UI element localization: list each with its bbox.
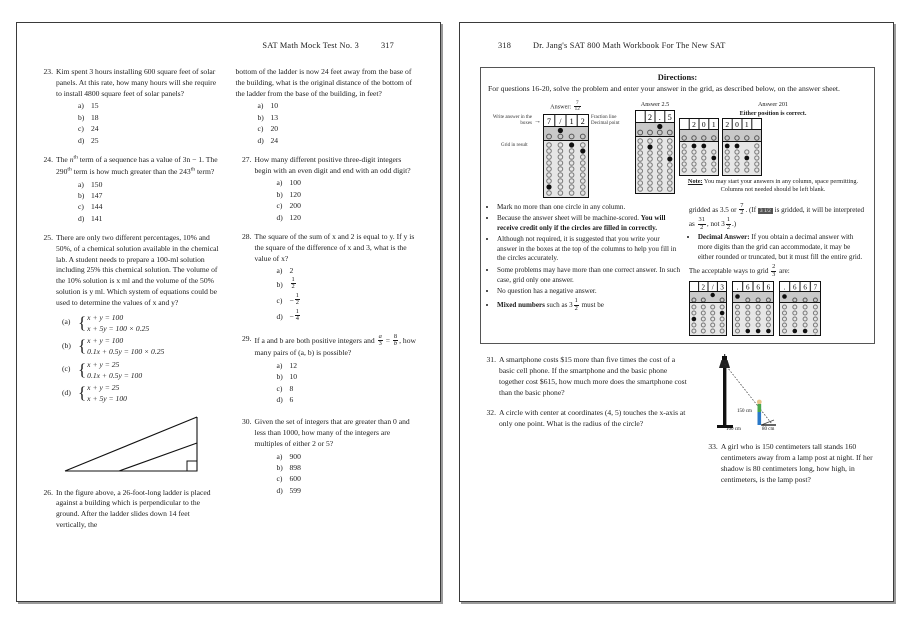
page-317 xyxy=(16,22,441,602)
choice-label: b) xyxy=(257,112,264,122)
question-text: There are only two different percentages, 10% and 50%, of a chemical solution available in the chemical lab. A student needs to prepare a 100-ml solution including 25% this chemical solution. The volume of the 10% solution is x ml and the volume of the 50% solution is y ml. Which system of equations could be used to determine the values of x and y? xyxy=(56,233,219,307)
choice-label: a) xyxy=(78,101,84,111)
bullet-item-decimal-answer: • Decimal Answer: If you obtain a decimal answer with more digits than the grid can accommodate, it may be either rounded or truncated, but it must fill the entire grid. xyxy=(698,233,867,262)
system-line: x + 5y = 100 xyxy=(87,394,127,404)
bullet-item: • Some problems may have more than one correct answer. In such case, grid only one answer. xyxy=(497,266,681,286)
choice-system[interactable]: { x + y = 25 0.1x + 0.5y = 100 xyxy=(78,359,143,380)
choice-value[interactable]: 2 xyxy=(289,266,294,276)
choice-label: d) xyxy=(78,135,85,145)
choice-value[interactable]: 120 xyxy=(289,189,301,199)
question-31 xyxy=(480,354,688,398)
bullet-item: • Because the answer sheet will be machine-scored. You will receive credit only if the circles are filled in correctly. xyxy=(497,214,681,234)
svg-text:2: 2 xyxy=(692,120,696,130)
question-33 xyxy=(702,441,875,485)
choice-value[interactable]: 120 xyxy=(289,212,301,222)
choice-value[interactable]: 147 xyxy=(91,190,103,200)
choice-label: b) xyxy=(276,372,283,382)
callout-decimal-point: Decimal point xyxy=(591,120,620,126)
choice xyxy=(277,360,421,371)
svg-text:1: 1 xyxy=(744,120,749,130)
choice-value[interactable]: 18 xyxy=(91,112,99,122)
svg-text:0: 0 xyxy=(735,120,739,130)
choice-value[interactable]: 24 xyxy=(270,135,279,145)
choice-label: d) xyxy=(257,135,264,145)
choice xyxy=(277,265,421,276)
choice xyxy=(258,100,421,111)
answer-grid-svg xyxy=(635,110,675,194)
system-line: x + y = 100 xyxy=(87,312,124,322)
header-page-number: 317 xyxy=(380,41,394,50)
choice xyxy=(62,359,222,381)
system-line: x + y = 25 xyxy=(87,359,120,369)
choice-label: a) xyxy=(276,266,283,276)
system-line: x + y = 25 xyxy=(87,383,120,393)
choice xyxy=(277,293,421,309)
choice-system[interactable]: { x + y = 25 x + 5y = 100 xyxy=(78,383,127,404)
choice-value[interactable]: 599 xyxy=(289,485,301,495)
svg-text:6: 6 xyxy=(766,283,770,292)
choice-value[interactable]: 8 xyxy=(289,383,294,393)
callout-grid-in: Grid in result xyxy=(501,142,528,148)
choice xyxy=(78,100,222,111)
choice-label: a) xyxy=(78,179,84,189)
choice xyxy=(62,312,222,334)
answer-choices xyxy=(255,177,421,223)
choice-value[interactable]: 900 xyxy=(289,451,301,461)
question-text: Kim spent 3 hours installing 600 square feet of solar panels. At this rate, how many hours will she require to install 4800 square feet of solar panels? xyxy=(56,67,217,98)
svg-text:.: . xyxy=(658,112,661,122)
choice xyxy=(277,277,421,293)
question-number: 24. xyxy=(43,154,53,164)
acceptable-grid-examples xyxy=(689,281,867,336)
bullet-item: • Mark no more than one circle in any column. xyxy=(497,203,681,213)
choice-value[interactable]: 150 xyxy=(91,179,103,189)
question-text: If a and b are both positive integers and $\frac{a}{3}$ = $\frac{8}{b}$ , how many pairs of (a, b) is possible? xyxy=(254,332,416,358)
svg-text:7: 7 xyxy=(813,283,817,292)
choice-value[interactable]: 20 xyxy=(270,124,279,134)
svg-text:1: 1 xyxy=(569,116,574,126)
svg-text:6: 6 xyxy=(745,283,750,292)
svg-text:7: 7 xyxy=(547,116,551,126)
answer-grid-svg-a xyxy=(679,118,719,176)
system-line: x + 5y = 100 × 0.25 xyxy=(87,323,150,333)
inline-fraction: $\frac{8}{b}$ xyxy=(393,332,398,348)
choice xyxy=(277,451,421,462)
choice-value[interactable]: 25 xyxy=(91,135,99,145)
callout-fraction-line: Fraction line xyxy=(591,114,617,120)
question-text: A smartphone costs $15 more than five times the cost of a basic cell phone. If the smartphone and the basic phone together cost $615, how much more does the smartphone cost than the basic phone? xyxy=(499,354,687,397)
grid-subcaption: Either position is correct. xyxy=(739,109,807,117)
choice xyxy=(258,135,421,146)
choice xyxy=(277,309,421,325)
bullet-item: • Although not required, it is suggested that you write your answer in the boxes at the top of the columns to help you fill in the circles accurately. xyxy=(497,235,681,264)
page-318-header xyxy=(480,41,875,53)
ladder-figure xyxy=(57,415,222,482)
svg-text:6: 6 xyxy=(792,283,797,292)
choice-label: a) xyxy=(257,101,264,111)
choice-label: (d) xyxy=(62,387,71,397)
choice xyxy=(62,335,222,357)
answer-grid-svg xyxy=(543,114,589,198)
directions-box xyxy=(480,67,875,344)
question-26-continuation xyxy=(236,67,421,146)
choice xyxy=(277,383,421,394)
system-line: x + y = 100 xyxy=(87,336,124,346)
choice-value[interactable]: 200 xyxy=(289,201,301,211)
question-number: 25. xyxy=(43,233,53,243)
choice-label: c) xyxy=(78,124,84,134)
question-number: 31. xyxy=(486,354,496,364)
bullets-right-column xyxy=(689,203,867,336)
figure-label-shadow: 80 cm xyxy=(761,426,775,430)
choice xyxy=(78,201,222,212)
grid-example-3[interactable] xyxy=(679,101,867,195)
question-text: The square of the sum of x and 2 is equal to y. If y is the square of the difference of x and 3, what is the value of x? xyxy=(254,232,415,263)
grid-note: Note: You may start your answers in any column, space permitting. Columns not needed should be left blank. xyxy=(687,178,859,194)
choice-label: (c) xyxy=(62,364,71,374)
svg-text:.: . xyxy=(783,283,786,292)
question-text: The $n^{th}$ term of a sequence has a value of 3n − 1. The 290th term is how much greater than the 243th term? xyxy=(56,154,218,176)
question-text: bottom of the ladder is now 24 feet away from the base of the building, what is the original distance of the bottom of the ladder from the base of the building, in feet? xyxy=(235,67,413,98)
question-27 xyxy=(236,155,421,223)
mixed-number-continuation: gridded as 3.5 or $\frac{7}{2}$ . (If 3 1/2 is gridded, it will be interpreted as $\frac{31}{2}$ , not 3 $\frac{1}{2}$ .) xyxy=(688,201,865,231)
choice xyxy=(277,485,421,496)
bullet-item-mixed-numbers: • Mixed numbers such as 3 $\frac{1}{2}$ must be xyxy=(497,298,681,312)
grid-example-2[interactable] xyxy=(635,101,675,199)
answer-choices xyxy=(255,265,421,324)
svg-text:6: 6 xyxy=(756,283,760,292)
choice-label: d) xyxy=(276,394,283,404)
grid-examples: Write answer in the boxes → Answer: $\frac{7}{12}$ 7 / 1 2 Grid in result Fraction line Decimal point Answer 2.5 2 . 5 Answer 201 Either position is correct. 2 0 1 2 0 1 Note: You may start your answers in any column, space permitting. Columns not needed should be left blank. xyxy=(488,101,867,199)
choice xyxy=(62,382,222,404)
choice-system[interactable]: { x + y = 100 x + 5y = 100 × 0.25 xyxy=(78,312,150,333)
question-text: A girl who is 150 centimeters tall stands 160 centimeters away from a lamp post at night. If her shadow is 80 centimeters long, how high, in centimeters, is the lamp post? xyxy=(720,441,873,484)
svg-text:2: 2 xyxy=(725,120,730,130)
directions-text: For questions 16-20, solve the problem and enter your answer in the grid, as described below, on the answer sheet. xyxy=(488,84,840,93)
choice-value[interactable]: 100 xyxy=(289,178,301,188)
choice-value[interactable]: 10 xyxy=(289,372,298,382)
choice-label: c) xyxy=(276,383,283,393)
inline-fraction: $\frac{a}{3}$ xyxy=(378,332,382,348)
bullets-left-column xyxy=(488,203,681,336)
question-26 xyxy=(37,488,222,531)
choice xyxy=(78,179,222,190)
choice xyxy=(258,123,421,134)
choice-label: c) xyxy=(276,201,283,211)
choice-label: c) xyxy=(276,474,283,484)
choice-label: a) xyxy=(276,178,283,188)
svg-text:0: 0 xyxy=(701,120,706,130)
svg-text:/: / xyxy=(711,283,714,292)
question-32 xyxy=(480,407,688,429)
grid-caption: Answer 2.5 xyxy=(640,100,670,108)
choice-fraction[interactable]: $\frac{1}{4}$ xyxy=(295,307,299,323)
answer-choices xyxy=(255,360,421,406)
choice xyxy=(78,135,222,146)
acceptable-grid-3[interactable] xyxy=(779,281,821,336)
svg-text:3: 3 xyxy=(720,283,724,292)
lamp-post-figure xyxy=(702,354,875,435)
choice-label: c) xyxy=(78,202,84,212)
question-number: 26. xyxy=(43,487,53,497)
choice xyxy=(277,189,421,200)
figure-label-height: 150 cm xyxy=(736,408,752,414)
question-24 xyxy=(37,155,222,224)
question-25 xyxy=(37,233,222,405)
callout-write-answer: Write answer in the boxes xyxy=(492,114,532,126)
choice-value[interactable]: 6 xyxy=(289,394,294,404)
acceptable-ways-label: The acceptable ways to grid $\frac{2}{3}$ are: xyxy=(688,263,790,278)
page-317-column-right xyxy=(236,67,421,540)
choice-value[interactable]: 144 xyxy=(91,202,103,212)
question-number: 32. xyxy=(486,407,496,417)
choice-fraction[interactable]: $\frac{1}{2}$ xyxy=(291,275,295,291)
system-line: 0.1x + 0.5y = 100 xyxy=(87,370,143,380)
svg-text:5: 5 xyxy=(667,112,672,122)
system-line: 0.1x + 0.5y = 100 × 0.25 xyxy=(87,347,165,357)
header-page-number: 318 xyxy=(498,41,512,50)
page-318-column-right xyxy=(702,354,875,494)
page-318-column-left xyxy=(480,354,688,494)
page-317-header xyxy=(37,41,420,53)
svg-text:/: / xyxy=(559,116,562,126)
grid-caption: Answer: $\frac{7}{12}$ xyxy=(550,99,580,113)
svg-text:2: 2 xyxy=(701,283,705,292)
svg-text:2: 2 xyxy=(648,112,652,122)
answer-choices xyxy=(56,179,222,225)
choice-label: b) xyxy=(78,112,85,122)
choice xyxy=(277,200,421,211)
choice-sign: − xyxy=(289,311,294,321)
question-29 xyxy=(236,334,421,406)
acceptable-grid-1[interactable] xyxy=(689,281,727,336)
question-text: Given the set of integers that are greater than 0 and less than 1000, how many of the integers are multiples of either 2 or 5? xyxy=(254,417,410,448)
choice-label: b) xyxy=(276,279,283,289)
question-number: 28. xyxy=(242,232,252,242)
directions-title: Directions: xyxy=(657,73,698,82)
answer-choices xyxy=(236,100,421,146)
bullet-item: • No question has a negative answer. xyxy=(497,287,681,297)
answer-choices xyxy=(255,451,421,497)
choice xyxy=(277,473,421,484)
question-text: In the figure above, a 26-foot-long ladder is placed against a building which is perpendicular to the ground. After the ladder slides down 14 feet vertically, the xyxy=(56,487,211,529)
choice-label: d) xyxy=(276,485,283,495)
svg-text:1: 1 xyxy=(711,120,716,130)
boxed-mixed-number: 3 1/2 xyxy=(759,207,771,214)
choice-label: d) xyxy=(78,213,85,223)
page-317-column-left xyxy=(37,67,222,540)
choice xyxy=(258,112,421,123)
system-choices xyxy=(56,312,222,405)
choice-value[interactable]: 898 xyxy=(289,463,301,473)
question-text: A circle with center at coordinates (4, 5) touches the x-axis at only one point. What is the radius of the circle? xyxy=(499,407,686,428)
choice xyxy=(277,371,421,382)
svg-text:6: 6 xyxy=(803,283,807,292)
question-text: How many different positive three-digit integers begin with an even digit and end with an odd digit? xyxy=(254,154,411,175)
grid-caption: Answer 201 xyxy=(757,100,789,108)
choice-value[interactable]: 13 xyxy=(270,112,279,122)
choice xyxy=(277,394,421,405)
choice-value[interactable]: 15 xyxy=(91,101,99,111)
choice-label: d) xyxy=(276,212,283,222)
choice xyxy=(277,177,421,188)
header-title: SAT Math Mock Test No. 3 xyxy=(262,41,359,50)
choice-system[interactable]: { x + y = 100 0.1x + 0.5y = 100 × 0.25 xyxy=(78,336,165,357)
choice-fraction[interactable]: $\frac{1}{2}$ xyxy=(295,291,299,307)
directions-bullets xyxy=(488,203,867,336)
choice-value[interactable]: 12 xyxy=(289,360,298,370)
choice xyxy=(78,112,222,123)
choice-label: c) xyxy=(276,295,283,305)
question-number: 33. xyxy=(708,441,718,451)
question-30 xyxy=(236,417,421,496)
choice-label: (a) xyxy=(62,317,71,327)
header-title: Dr. Jang's SAT 800 Math Workbook For The New SAT xyxy=(533,41,726,50)
choice xyxy=(78,190,222,201)
svg-text:.: . xyxy=(736,283,739,292)
svg-text:2: 2 xyxy=(580,116,585,126)
question-number: 27. xyxy=(242,154,252,164)
choice-label: b) xyxy=(276,463,283,473)
answer-choices xyxy=(56,100,222,146)
choice-label: d) xyxy=(276,311,283,321)
mixed-number: 3 $\frac{1}{2}$ xyxy=(569,297,578,312)
choice-label: (b) xyxy=(62,340,71,350)
choice-label: b) xyxy=(276,189,283,199)
choice-label: a) xyxy=(276,451,283,461)
choice xyxy=(277,212,421,223)
question-23 xyxy=(37,67,222,146)
choice-label: b) xyxy=(78,190,85,200)
figure-label-distance: 160 cm xyxy=(725,426,741,430)
acceptable-grid-2[interactable] xyxy=(732,281,774,336)
choice xyxy=(78,213,222,224)
page-318 xyxy=(459,22,894,602)
choice-value[interactable]: 10 xyxy=(270,101,279,111)
choice-label: c) xyxy=(257,124,264,134)
choice-value[interactable]: 24 xyxy=(91,124,99,134)
question-28 xyxy=(236,232,421,325)
question-number: 23. xyxy=(43,67,53,76)
choice xyxy=(78,123,222,134)
question-number: 29. xyxy=(242,333,252,343)
choice-sign: − xyxy=(289,295,294,305)
choice-value[interactable]: 141 xyxy=(91,213,103,223)
question-number: 30. xyxy=(242,417,252,427)
choice-label: a) xyxy=(276,360,283,370)
choice xyxy=(277,462,421,473)
choice-value[interactable]: 600 xyxy=(289,474,301,484)
answer-grid-svg-b xyxy=(722,118,762,176)
